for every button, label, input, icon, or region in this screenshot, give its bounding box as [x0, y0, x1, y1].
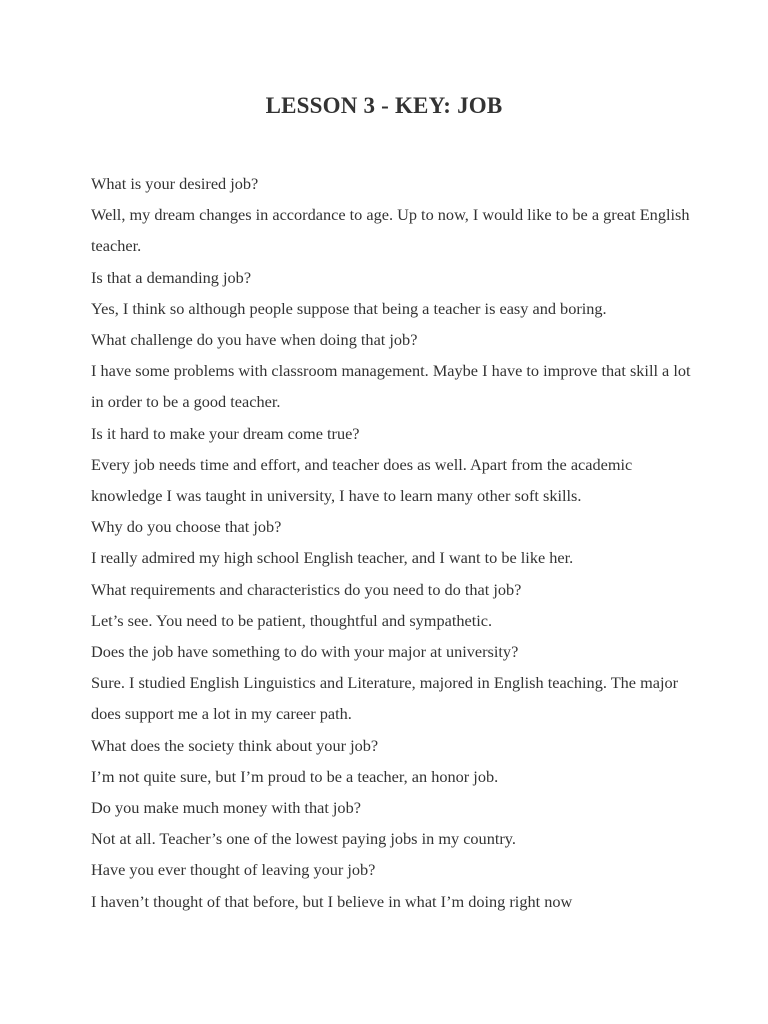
answer-paragraph: Sure. I studied English Linguistics and Literature, majored in English teaching. The major does support me a lot in my career path. [91, 673, 679, 724]
page-title: LESSON 3 - KEY: JOB [265, 93, 503, 118]
answer-paragraph: Every job needs time and effort, and teacher does as well. Apart from the academic knowledge I was taught in university, I have to learn many other soft skills. [91, 454, 633, 506]
question-paragraph: What challenge do you have when doing that job? [91, 330, 418, 350]
answer-paragraph: I haven’t thought of that before, but I believe in what I’m doing right now [91, 891, 573, 911]
answer-paragraph: Yes, I think so although people suppose that being a teacher is easy and boring. [91, 298, 607, 318]
answer-paragraph: I have some problems with classroom management. Maybe I have to improve that skill a lot in order to be a good teacher. [91, 361, 691, 412]
question-paragraph: Does the job have something to do with your major at university? [91, 642, 519, 662]
document-body [91, 168, 691, 917]
question-paragraph: What is your desired job? [91, 174, 259, 193]
question-paragraph: What does the society think about your job? [91, 735, 379, 755]
question-paragraph: Is that a demanding job? [91, 267, 252, 287]
question-paragraph: Is it hard to make your dream come true? [91, 423, 360, 443]
question-paragraph: Have you ever thought of leaving your job? [91, 860, 376, 880]
answer-paragraph: I’m not quite sure, but I’m proud to be a teacher, an honor job. [91, 766, 499, 786]
question-paragraph: Do you make much money with that job? [91, 798, 361, 818]
answer-paragraph: Let’s see. You need to be patient, thoughtful and sympathetic. [91, 610, 493, 630]
answer-paragraph: Well, my dream changes in accordance to age. Up to now, I would like to be a great English teacher. [91, 205, 690, 256]
answer-paragraph: Not at all. Teacher’s one of the lowest paying jobs in my country. [91, 829, 516, 849]
answer-paragraph: I really admired my high school English teacher, and I want to be like her. [91, 548, 574, 568]
question-paragraph: What requirements and characteristics do you need to do that job? [91, 579, 522, 599]
question-paragraph: Why do you choose that job? [91, 517, 282, 537]
